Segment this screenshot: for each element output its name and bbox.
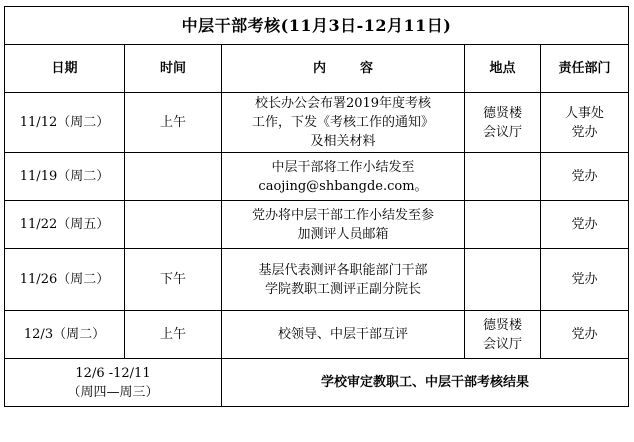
row-date: 12/3（周二）	[5, 311, 125, 359]
place-line: 会议厅	[482, 336, 522, 352]
content-line: 及相关材料	[310, 134, 376, 149]
row-time: 上午	[125, 93, 222, 153]
row-dept	[541, 153, 629, 201]
schedule-table	[4, 6, 629, 407]
content-line: caojing@shbangde.com。	[258, 178, 428, 194]
place-line: 德贤楼	[482, 317, 522, 333]
table-row	[5, 201, 629, 249]
table-row	[5, 153, 629, 201]
content-line: 校领导、中层干部互评	[277, 327, 408, 342]
place-line: 会议厅	[482, 124, 522, 140]
row-content	[222, 249, 465, 311]
table-title: 中层干部考核(11月3日-12月11日)	[5, 7, 629, 45]
final-date	[5, 359, 222, 407]
row-date: 11/26（周二）	[5, 249, 125, 311]
final-date-line: （周四—周三）	[67, 384, 159, 400]
row-dept	[541, 93, 629, 153]
content-line: 加测评人员邮箱	[297, 226, 389, 242]
header-row	[5, 45, 629, 93]
table-row	[5, 311, 629, 359]
row-date: 11/12（周二）	[5, 93, 125, 153]
dept-line: 人事处	[565, 105, 605, 121]
row-time	[125, 153, 222, 201]
title-row	[5, 7, 629, 45]
dept-line: 党办	[571, 169, 598, 184]
row-place	[465, 249, 541, 311]
row-place	[465, 311, 541, 359]
header-content-b: 容	[360, 61, 374, 76]
row-dept	[541, 249, 629, 311]
row-time: 上午	[125, 311, 222, 359]
content-line: 中层干部将工作小结发至	[271, 159, 415, 175]
row-date: 11/19（周二）	[5, 153, 125, 201]
place-line: 德贤楼	[482, 105, 522, 121]
final-row	[5, 359, 629, 407]
row-place	[465, 93, 541, 153]
dept-line: 党办	[571, 327, 598, 342]
header-date: 日期	[5, 45, 125, 93]
row-place	[465, 201, 541, 249]
content-line: 校长办公会布署2019年度考核	[254, 96, 432, 111]
content-line: 学院教职工测评正副分院长	[264, 281, 421, 297]
header-content-a: 内	[312, 61, 326, 76]
content-line: 基层代表测评各职能部门干部	[258, 262, 428, 278]
row-content	[222, 93, 465, 153]
row-time	[125, 201, 222, 249]
row-time: 下午	[125, 249, 222, 311]
row-dept	[541, 311, 629, 359]
content-line: 党办将中层干部工作小结发至参	[251, 207, 434, 223]
final-content: 学校审定教职工、中层干部考核结果	[222, 359, 629, 407]
row-dept	[541, 201, 629, 249]
row-content	[222, 311, 465, 359]
dept-line: 党办	[571, 217, 598, 232]
table-row	[5, 93, 629, 153]
row-date: 11/22（周五）	[5, 201, 125, 249]
header-content	[222, 45, 465, 93]
row-content	[222, 153, 465, 201]
header-time: 时间	[125, 45, 222, 93]
dept-line: 党办	[571, 124, 598, 140]
header-place: 地点	[465, 45, 541, 93]
row-place	[465, 153, 541, 201]
dept-line: 党办	[571, 272, 598, 287]
header-dept: 责任部门	[541, 45, 629, 93]
content-line: 工作，下发《考核工作的通知》	[251, 115, 434, 130]
table-row	[5, 249, 629, 311]
final-date-line: 12/6 -12/11	[75, 365, 151, 381]
row-content	[222, 201, 465, 249]
